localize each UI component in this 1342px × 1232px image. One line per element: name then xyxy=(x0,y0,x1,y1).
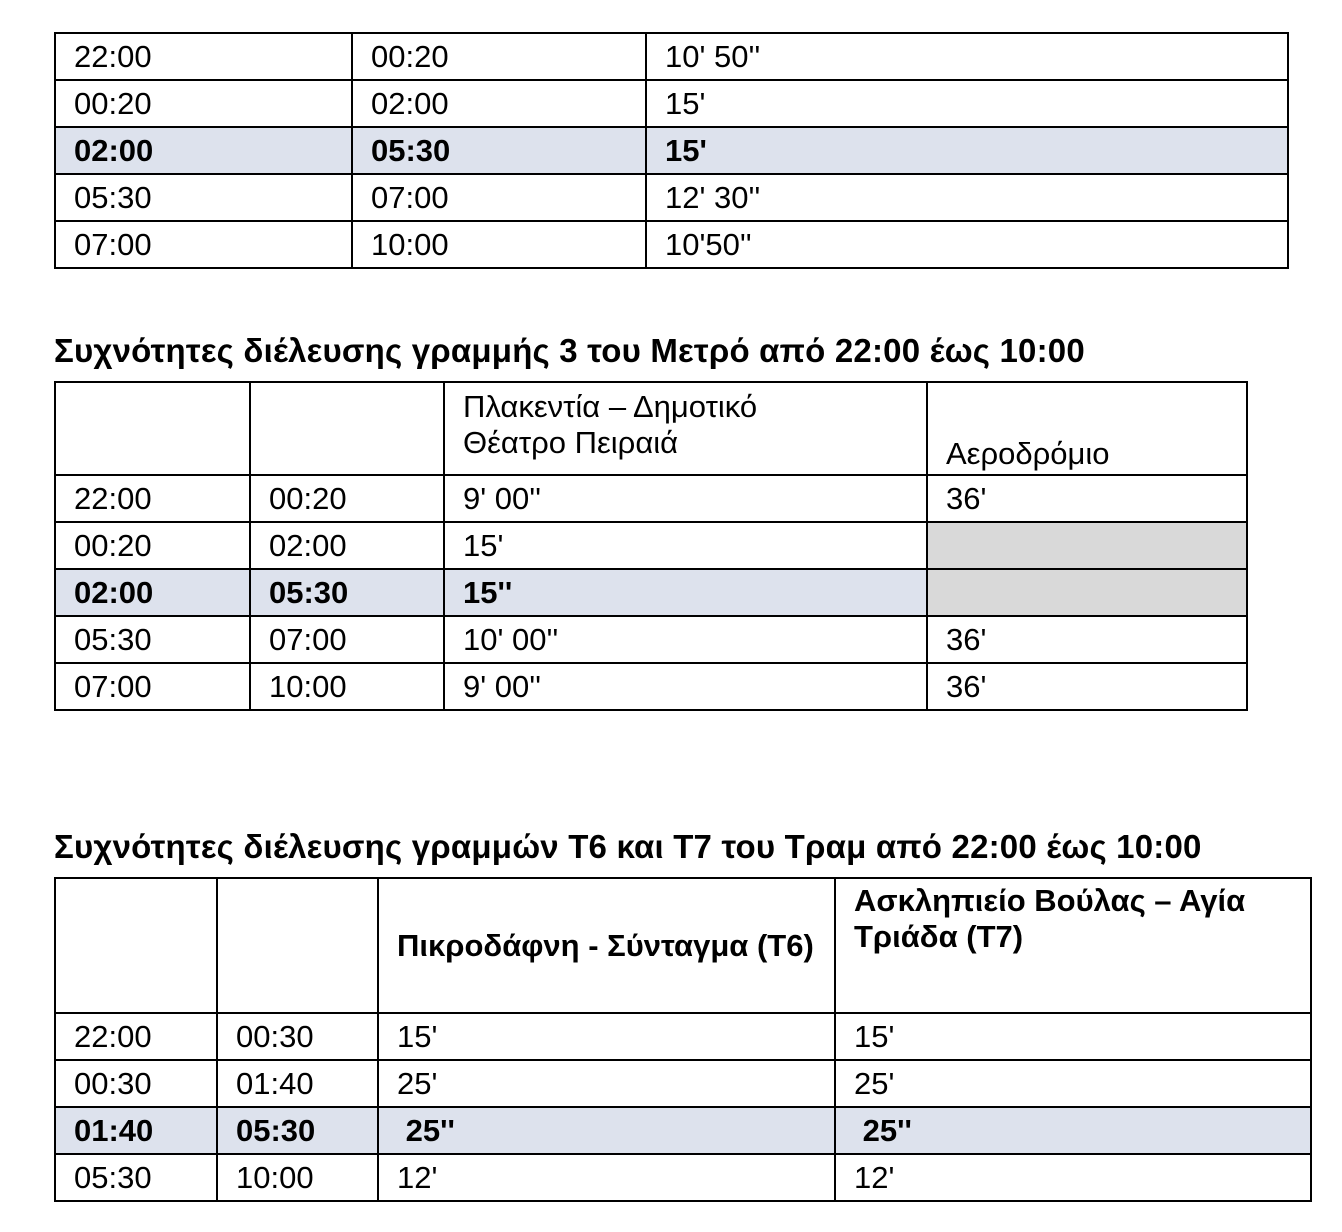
t7-frequency-cell: 25' xyxy=(835,1060,1311,1107)
tram-lines-t6-t7-table xyxy=(54,877,1312,1202)
time-to-cell: 05:30 xyxy=(250,569,444,616)
empty-header-cell xyxy=(250,382,444,475)
metro-line-3-table xyxy=(54,381,1248,711)
frequency-cell: 10'50'' xyxy=(646,221,1288,268)
metro-lines-1-2-table xyxy=(54,32,1289,269)
voula-agia-triada-header: Ασκληπιείο Βούλας – Αγία Τριάδα (Τ7) xyxy=(835,878,1311,1013)
table-row xyxy=(55,1013,1311,1060)
t6-frequency-cell: 25'' xyxy=(378,1107,835,1154)
table-row xyxy=(55,616,1247,663)
header-line: Πλακεντία – Δημοτικό xyxy=(463,389,758,424)
time-from-cell: 02:00 xyxy=(55,127,352,174)
time-to-cell: 01:40 xyxy=(217,1060,378,1107)
time-to-cell: 00:20 xyxy=(352,33,646,80)
t6-frequency-cell: 12' xyxy=(378,1154,835,1201)
frequency-cell: 9' 00'' xyxy=(444,663,927,710)
plakentia-piraeus-header xyxy=(444,382,927,475)
empty-header-cell xyxy=(217,878,378,1013)
t6-frequency-cell: 25' xyxy=(378,1060,835,1107)
time-from-cell: 02:00 xyxy=(55,569,250,616)
airport-frequency-cell-unavailable xyxy=(927,522,1247,569)
table-row xyxy=(55,221,1288,268)
table-row-highlighted xyxy=(55,569,1247,616)
airport-frequency-cell: 36' xyxy=(927,475,1247,522)
time-to-cell: 05:30 xyxy=(217,1107,378,1154)
t7-frequency-cell: 25'' xyxy=(835,1107,1311,1154)
time-from-cell: 07:00 xyxy=(55,221,352,268)
frequency-cell: 10' 00'' xyxy=(444,616,927,663)
table-row xyxy=(55,33,1288,80)
time-to-cell: 05:30 xyxy=(352,127,646,174)
table-row-highlighted xyxy=(55,127,1288,174)
table-header-row xyxy=(55,382,1247,475)
t6-frequency-cell: 15' xyxy=(378,1013,835,1060)
frequency-cell: 15' xyxy=(646,80,1288,127)
time-to-cell: 00:30 xyxy=(217,1013,378,1060)
time-to-cell: 07:00 xyxy=(352,174,646,221)
time-from-cell: 07:00 xyxy=(55,663,250,710)
time-from-cell: 00:30 xyxy=(55,1060,217,1107)
time-from-cell: 00:20 xyxy=(55,522,250,569)
table-row xyxy=(55,1154,1311,1201)
pikrodafni-syntagma-header: Πικροδάφνη - Σύνταγμα (Τ6) xyxy=(378,878,835,1013)
metro-line-3-heading: Συχνότητες διέλευσης γραμμής 3 του Μετρό από 22:00 έως 10:00 xyxy=(54,332,1085,369)
table-row-highlighted xyxy=(55,1107,1311,1154)
time-from-cell: 22:00 xyxy=(55,1013,217,1060)
airport-frequency-cell: 36' xyxy=(927,663,1247,710)
table-row xyxy=(55,174,1288,221)
frequency-cell: 15'' xyxy=(444,569,927,616)
empty-header-cell xyxy=(55,382,250,475)
time-to-cell: 00:20 xyxy=(250,475,444,522)
table-row xyxy=(55,663,1247,710)
airport-frequency-cell-unavailable xyxy=(927,569,1247,616)
header-line: Θέατρο Πειραιά xyxy=(463,425,679,460)
t7-frequency-cell: 15' xyxy=(835,1013,1311,1060)
tram-lines-t6-t7-heading: Συχνότητες διέλευσης γραμμών Τ6 και Τ7 του Τραμ από 22:00 έως 10:00 xyxy=(54,828,1202,865)
time-from-cell: 22:00 xyxy=(55,475,250,522)
table-row xyxy=(55,475,1247,522)
table-row xyxy=(55,522,1247,569)
time-from-cell: 05:30 xyxy=(55,616,250,663)
airport-header: Αεροδρόμιο xyxy=(927,382,1247,475)
frequency-cell: 12' 30'' xyxy=(646,174,1288,221)
frequency-cell: 10' 50'' xyxy=(646,33,1288,80)
time-from-cell: 01:40 xyxy=(55,1107,217,1154)
time-from-cell: 00:20 xyxy=(55,80,352,127)
time-to-cell: 07:00 xyxy=(250,616,444,663)
frequency-cell: 15' xyxy=(646,127,1288,174)
t7-frequency-cell: 12' xyxy=(835,1154,1311,1201)
time-from-cell: 05:30 xyxy=(55,174,352,221)
time-to-cell: 02:00 xyxy=(250,522,444,569)
frequency-cell: 15' xyxy=(444,522,927,569)
time-to-cell: 10:00 xyxy=(352,221,646,268)
table-row xyxy=(55,1060,1311,1107)
airport-frequency-cell: 36' xyxy=(927,616,1247,663)
empty-header-cell xyxy=(55,878,217,1013)
frequency-cell: 9' 00'' xyxy=(444,475,927,522)
table-row xyxy=(55,80,1288,127)
time-to-cell: 02:00 xyxy=(352,80,646,127)
table-header-row xyxy=(55,878,1311,1013)
time-from-cell: 05:30 xyxy=(55,1154,217,1201)
time-from-cell: 22:00 xyxy=(55,33,352,80)
time-to-cell: 10:00 xyxy=(217,1154,378,1201)
time-to-cell: 10:00 xyxy=(250,663,444,710)
